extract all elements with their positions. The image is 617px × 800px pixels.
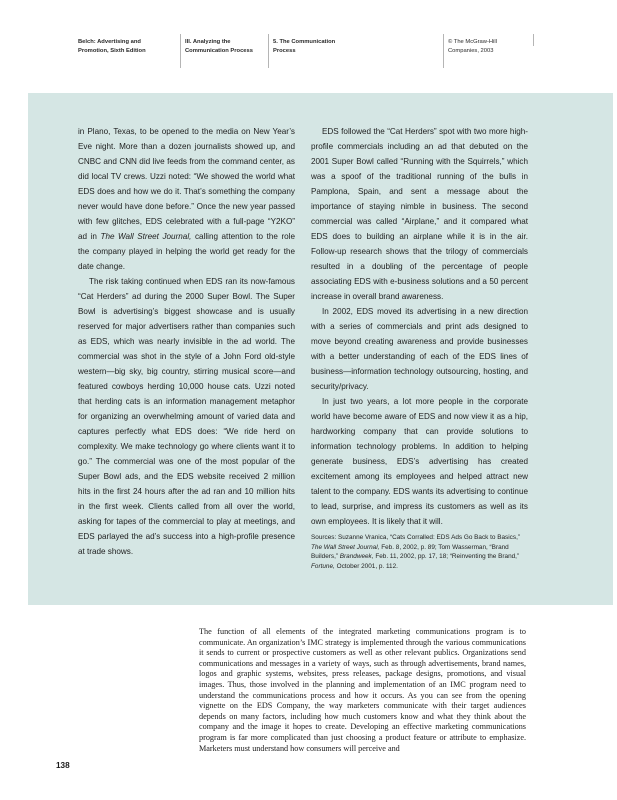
header-divider — [533, 34, 534, 46]
header-copyright: © The McGraw-Hill Companies, 2003 — [443, 34, 538, 68]
main-body-text: The function of all elements of the integrated marketing communications program is to communicate. An organization’s IMC strategy is implemented through the various communications it sends to current or prospective customers as well as other relevant publics. Organizations send communications and messages in a variety of ways, such as through advertisements, brand names, logos and graphic systems, websites, press releases, package designs, promotions, and visual images. Thus, those involved in the planning and implementation of an IMC program need to understand the communications process and how it occurs. As you can see from the opening vignette on the EDS Company, the way marketers communicate with their target audiences depends on many factors, including how much customers know and what they think about the company and the image it hopes to create. Developing an effective marketing communications program is far more complicated than just choosing a product feature or attribute to emphasize. Marketers must understand how consumers will perceive and — [199, 627, 526, 753]
header-part-title: III. Analyzing the Communication Process — [180, 34, 267, 68]
running-header — [78, 38, 538, 72]
feature-paragraph: The risk taking continued when EDS ran its now-famous “Cat Herders” ad during the 2000 Super Bowl. The Super Bowl is advertising’s biggest showcase and is usually reserved for major advertisers rather than companies such as EDS, which was nearly invisible in the ad world. The commercial was shot in the style of a John Ford old-style western—big sky, big country, stirring musical score—and featured cowboys herding 10,000 house cats. Uzzi noted that herding cats is an information management metaphor for organizing an overwhelming amount of varied data and captures perfectly what EDS does: “We ride herd on complexity. We make technology go where clients want it to go.” The commercial was one of the most popular of the Super Bowl ads, and the EDS website received 2 million hits in the first 24 hours after the ad ran and 10 million hits in the first week. Clients called from all over the world, asking for tapes of the commercial to play at meetings, and EDS parlayed the ad’s success into a high-profile presence at trade shows. — [78, 277, 295, 556]
header-book-title: Belch: Advertising and Promotion, Sixth Edition — [78, 39, 146, 54]
sources-note: Sources: Suzanne Vranica, “Cats Corralled: EDS Ads Go Back to Basics,” The Wall Street Journal, Feb. 8, 2002, p. 89; Tom Wasserman, “Brand Builders,” Brandweek, Feb. 11, 2002, pp. 17, 18; “Reinventing the Brand,” Fortune, October 2001, p. 112. — [311, 534, 520, 570]
feature-right-column — [311, 124, 528, 571]
header-chapter-title: 5. The Communication Process — [268, 34, 443, 68]
feature-paragraph: In 2002, EDS moved its advertising in a new direction with a series of commercials and print ads designed to move beyond creating awareness and provide businesses with a better understanding of each of the EDS lines of business—information technology outsourcing, hosting, and security/privacy. — [311, 307, 528, 391]
feature-paragraph: EDS followed the “Cat Herders” spot with two more high-profile commercials including an ad that debuted on the 2001 Super Bowl called “Running with the Squirrels,” which was a spoof of the traditional running of the bulls in Pamplona, Spain, and sent a message about the importance of staying nimble in business. The second commercial was called “Airplane,” and it compared what EDS does to building an airplane while it is in the air. Follow-up research shows that the trilogy of commercials resulted in a doubling of the percentage of people associating EDS with e-business solutions and a 50 percent increase in overall brand awareness. — [311, 127, 528, 301]
feature-paragraph: In just two years, a lot more people in the corporate world have become aware of EDS and now view it as a hip, hardworking company that can provide solutions to information technology problems. In addition to helping generate business, EDS’s advertising has created excitement among its employees and helped attract new talent to the company. EDS wants its advertising to continue to lead, surprise, and impress its customers as well as its own employees. It is likely that it will. — [311, 397, 528, 526]
feature-paragraph: in Plano, Texas, to be opened to the media on New Year’s Eve night. More than a dozen journalists showed up, and CNBC and CNN did live feeds from the command center, as did local TV crews. Uzzi noted: “We showed the world what EDS does and how we do it. That’s something the company never would have done before.” Once the new year passed with few glitches, EDS celebrated with a full-page “Y2KO” ad in The Wall Street Journal, calling attention to the role the company played in helping the world get ready for the date change. — [78, 127, 295, 271]
feature-left-column — [78, 124, 295, 559]
page-number: 138 — [56, 761, 70, 770]
